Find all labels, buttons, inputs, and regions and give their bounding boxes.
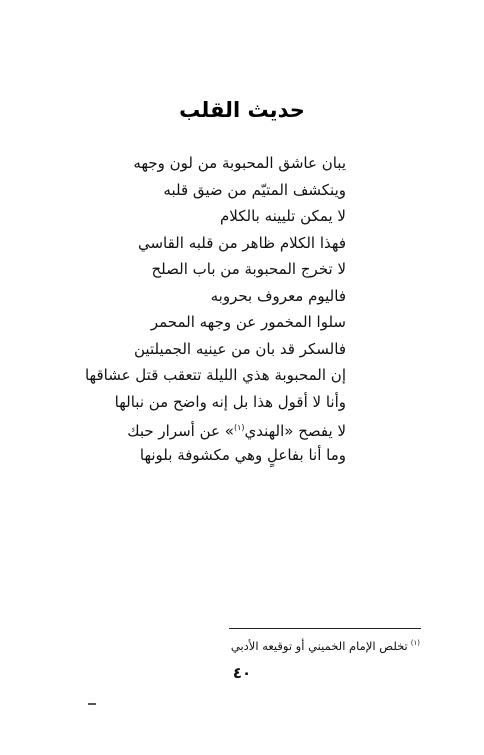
verse-line: لا يمكن تليينه بالكلام <box>219 207 346 225</box>
verse-line: سلوا المخمور عن وجهه المحمر <box>150 313 346 331</box>
verse-line: فالسكر قد بان من عينيه الجميلتين <box>134 339 346 358</box>
verse-line: إن المحبوبة هذي الليلة تتعقب قتل عشاقها <box>84 366 346 384</box>
verse-line: وأنا لا أقول هذا بل إنه واضح من نبالها <box>114 392 346 411</box>
footnote-text: تخلص الإمام الخميني أو توقيعه الأدبي <box>230 639 408 653</box>
footnote-reference: (١) <box>233 423 245 432</box>
footnote-mark: (١) <box>410 639 420 648</box>
page-number: ٤٠ <box>232 664 252 682</box>
verse-line-with-footnote <box>46 415 346 442</box>
footnote-divider <box>229 628 421 629</box>
verse-line: لا تخرج المحبوبة من باب الصلح <box>151 260 346 278</box>
footnote <box>231 639 420 653</box>
verse-text-end: » عن أسرار حبك <box>127 422 234 440</box>
verse-line: يبان عاشق المحبوبة من لون وجهه <box>133 154 346 172</box>
print-speck <box>88 703 96 705</box>
verse-line: وما أنا بفاعلٍ وهي مكشوفة بلونها <box>139 445 346 464</box>
verse-text-start: لا يفصح «الهندي <box>244 422 346 440</box>
poem-title: حديث القلب <box>179 98 305 122</box>
verse-line: وينكشف المتيّم من ضيق قلبه <box>163 180 346 199</box>
verse-line: فهذا الكلام ظاهر من قلبه القاسي <box>137 233 346 252</box>
poem-body <box>46 150 346 468</box>
verse-line: فاليوم معروف بحروبه <box>210 286 346 305</box>
